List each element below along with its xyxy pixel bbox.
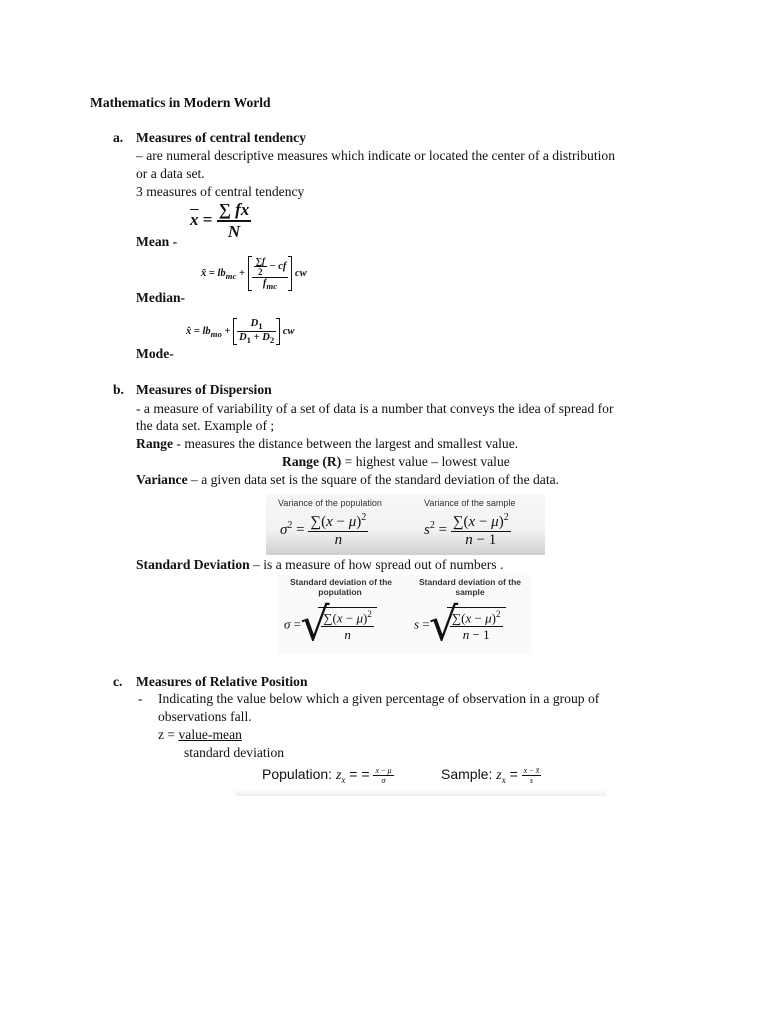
sd-formula-image xyxy=(278,575,532,654)
mean-formula: $\overline{x}$ = $\frac{\sum fx}{N}$ xyxy=(190,200,250,241)
z-denominator: standard deviation xyxy=(184,745,285,760)
zscore-population: Population: $z_x$ = = $\frac{x - \mu}{\sigma}$ xyxy=(262,766,392,785)
sd-pop-caption-line-2: population xyxy=(318,587,362,597)
zscore-formula-image xyxy=(236,760,606,796)
range-formula-term: Range (R) xyxy=(282,454,342,469)
var-pop-formula: $\sigma^2$ = $\frac{\sum(x - \mu)^2}{n}$ xyxy=(280,512,367,548)
variance-term: Variance xyxy=(136,472,188,487)
section-c-heading: Measures of Relative Position xyxy=(136,674,308,689)
z-prefix: z = xyxy=(158,727,179,742)
section-b-desc-1: - a measure of variability of a set of data is a number that conveys the idea of spread for xyxy=(136,401,614,416)
section-a-desc-2: or a data set. xyxy=(136,166,205,181)
population-label: Population: xyxy=(262,766,333,783)
median-formula: x̃ = $lb_{mc}$ + $\frac{\sum f}{2}$ − cf $f_{mc}$ cw xyxy=(201,256,307,292)
zscore-sample: Sample: $z_x$ = $\frac{x - x̄}{s}$ xyxy=(441,766,540,785)
range-formula xyxy=(282,454,510,470)
sample-label: Sample: xyxy=(441,766,493,783)
variance-formula-image xyxy=(266,494,545,555)
range-line xyxy=(136,436,518,452)
section-a-heading: Measures of central tendency xyxy=(136,130,307,145)
sd-term: Standard Deviation xyxy=(136,557,250,572)
mode-label: Mode- xyxy=(136,346,174,361)
median-label: Median- xyxy=(136,290,186,305)
section-b-heading: Measures of Dispersion xyxy=(136,382,272,397)
section-c-desc-2: observations fall. xyxy=(158,709,252,724)
range-term: Range xyxy=(136,436,174,451)
range-desc: - measures the distance between the largest and smallest value. xyxy=(173,436,519,451)
sd-sample-formula: s = √ $\frac{\sum(x - \mu)^2}{n - 1}$ xyxy=(414,607,506,644)
section-c-bullet: - xyxy=(138,691,143,706)
var-sample-caption: Variance of the sample xyxy=(424,498,516,508)
mean-label: Mean - xyxy=(136,234,178,249)
section-b-desc-2: the data set. Example of ; xyxy=(136,418,275,433)
section-a-desc-1: – are numeral descriptive measures which indicate or located the center of a distribution xyxy=(136,148,615,163)
sd-pop-caption-line-1: Standard deviation of the xyxy=(290,577,393,587)
sd-line xyxy=(136,557,503,573)
sd-pop-caption xyxy=(290,577,393,597)
mode-formula: x̂ = $lb_{mo}$ + $\frac{D_1}{D_1 + D_2}$ cw xyxy=(186,318,295,346)
z-line xyxy=(158,727,242,743)
section-a-desc-3: 3 measures of central tendency xyxy=(136,184,305,199)
sd-sample-caption-line-2: sample xyxy=(455,587,485,597)
sd-pop-formula: σ = √ $\frac{\sum(x - \mu)^2}{n}$ xyxy=(284,607,377,644)
z-numerator: value-mean xyxy=(178,727,242,742)
variance-desc: – a given data set is the square of the standard deviation of the data. xyxy=(187,472,560,487)
var-pop-caption: Variance of the population xyxy=(278,498,382,508)
variance-line xyxy=(136,472,559,488)
section-b-marker: b. xyxy=(113,382,124,397)
section-c-marker: c. xyxy=(113,674,123,689)
sd-sample-caption xyxy=(418,577,522,597)
section-c-desc-1: Indicating the value below which a given percentage of observation in a group of xyxy=(158,691,600,706)
document-title: Mathematics in Modern World xyxy=(90,95,271,110)
sd-sample-caption-line-1: Standard deviation of the xyxy=(418,577,521,587)
sd-desc: – is a measure of how spread out of numbers . xyxy=(249,557,504,572)
var-sample-formula: $s^2$ = $\frac{\sum(x - \mu)^2}{n - 1}$ xyxy=(424,512,509,548)
section-a-marker: a. xyxy=(113,130,124,145)
range-formula-rest: = highest value – lowest value xyxy=(341,454,510,469)
